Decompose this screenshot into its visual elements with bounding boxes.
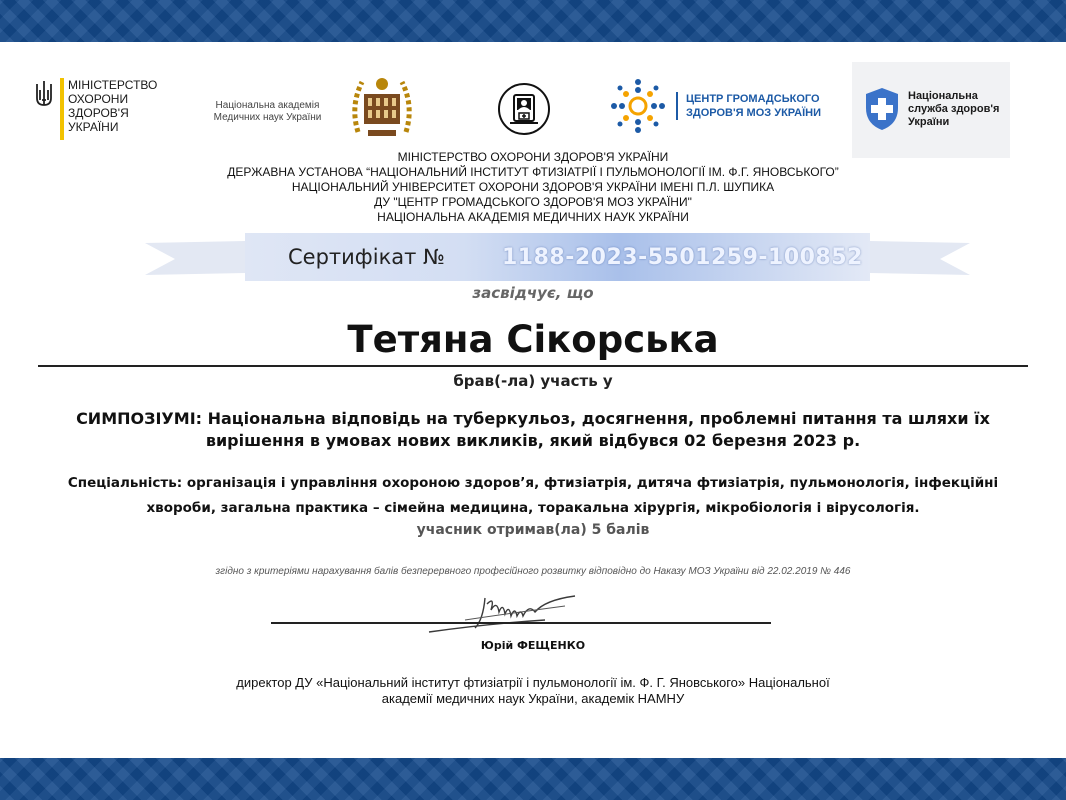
- nszu-line: України: [908, 116, 950, 128]
- symposium-description: [30, 408, 1036, 452]
- moz-line: ОХОРОНИ: [68, 92, 129, 106]
- bottom-border-band: [0, 758, 1066, 800]
- trident-icon: [34, 80, 54, 108]
- medical-institute-icon: [497, 82, 551, 136]
- namn-emblem-icon: [348, 70, 416, 144]
- shield-cross-icon: [864, 86, 900, 132]
- name-underline: [38, 365, 1028, 367]
- organization-line: ДУ "ЦЕНТР ГРОМАДСЬКОГО ЗДОРОВ'Я МОЗ УКРАЇНИ": [374, 195, 692, 209]
- moz-logo-text: [68, 78, 157, 134]
- specialty-line: хвороби, загальна практика – сімейна медицина, торакальна хірургія, мікробіологія і вірусологія.: [146, 500, 920, 516]
- moz-accent-bar: [60, 78, 64, 140]
- nszu-line: служба здоров'я: [908, 103, 1000, 115]
- moz-line: УКРАЇНИ: [68, 120, 119, 134]
- nszu-logo-text: [908, 90, 999, 129]
- certifies-text: засвідчує, що: [472, 284, 594, 302]
- specialty-description: [40, 471, 1026, 521]
- position-line: директор ДУ «Національний інститут фтизіатрії і пульмонології ім. Ф. Г. Яновського» Національної: [236, 675, 830, 690]
- cgz-dots-icon: [608, 76, 668, 136]
- organization-line: ДЕРЖАВНА УСТАНОВА “НАЦІОНАЛЬНИЙ ІНСТИТУТ ФТИЗІАТРІЇ І ПУЛЬМОНОЛОГІЇ ІМ. Ф.Г. ЯНОВСЬКОГО”: [227, 165, 839, 179]
- recipient-name: Тетяна Сікорська: [347, 318, 719, 361]
- symposium-line: СИМПОЗІУМІ: Національна відповідь на туберкульоз, досягнення, проблемні питання та шляхи їх: [76, 409, 990, 428]
- specialty-line: Спеціальність: організація і управління охороною здоров’я, фтизіатрія, дитяча фтизіатрія, пульмонологія, інфекційні: [67, 475, 999, 491]
- moz-logo: [34, 78, 164, 140]
- symposium-line: вирішення в умовах нових викликів, який відбувся 02 березня 2023 р.: [205, 431, 861, 450]
- signature-image: [425, 590, 585, 640]
- organization-line: НАЦІОНАЛЬНА АКАДЕМІЯ МЕДИЧНИХ НАУК УКРАЇНИ: [377, 210, 689, 224]
- cgz-line: ЦЕНТР ГРОМАДСЬКОГО: [686, 93, 820, 105]
- cgz-line: ЗДОРОВ'Я МОЗ УКРАЇНИ: [686, 107, 821, 119]
- moz-line: ЗДОРОВ'Я: [68, 106, 129, 120]
- position-line: академії медичних наук України, академік НАМНУ: [381, 691, 685, 706]
- signer-name: Юрій ФЕЩЕНКО: [480, 639, 586, 652]
- cgz-logo-text: [676, 92, 836, 120]
- nszu-line: Національна: [908, 90, 978, 102]
- points-text: учасник отримав(ла) 5 балів: [416, 522, 650, 538]
- criteria-text: згідно з критеріями нарахування балів безперервного професійного розвитку відповідно до Наказу МОЗ України від 22.02.2019 № 446: [215, 566, 851, 577]
- nszu-logo: [852, 62, 1010, 158]
- organization-line: НАЦІОНАЛЬНИЙ УНІВЕРСИТЕТ ОХОРОНИ ЗДОРОВ'Я УКРАЇНИ ІМЕНІ П.Л. ШУПИКА: [291, 180, 775, 194]
- certificate-label: Сертифікат №: [288, 245, 445, 269]
- top-border-band: [0, 0, 1066, 42]
- signature-line: [271, 622, 771, 624]
- organizations-list: [100, 150, 966, 225]
- signer-position: [150, 675, 916, 707]
- moz-line: МІНІСТЕРСТВО: [68, 78, 158, 92]
- namn-logo-text: Національна академія Медичних наук України: [213, 100, 322, 123]
- organization-line: МІНІСТЕРСТВО ОХОРОНИ ЗДОРОВ'Я УКРАЇНИ: [397, 150, 669, 164]
- certificate-number: 1188-2023-5501259-100852: [502, 245, 863, 270]
- participated-text: брав(-ла) участь у: [453, 372, 613, 390]
